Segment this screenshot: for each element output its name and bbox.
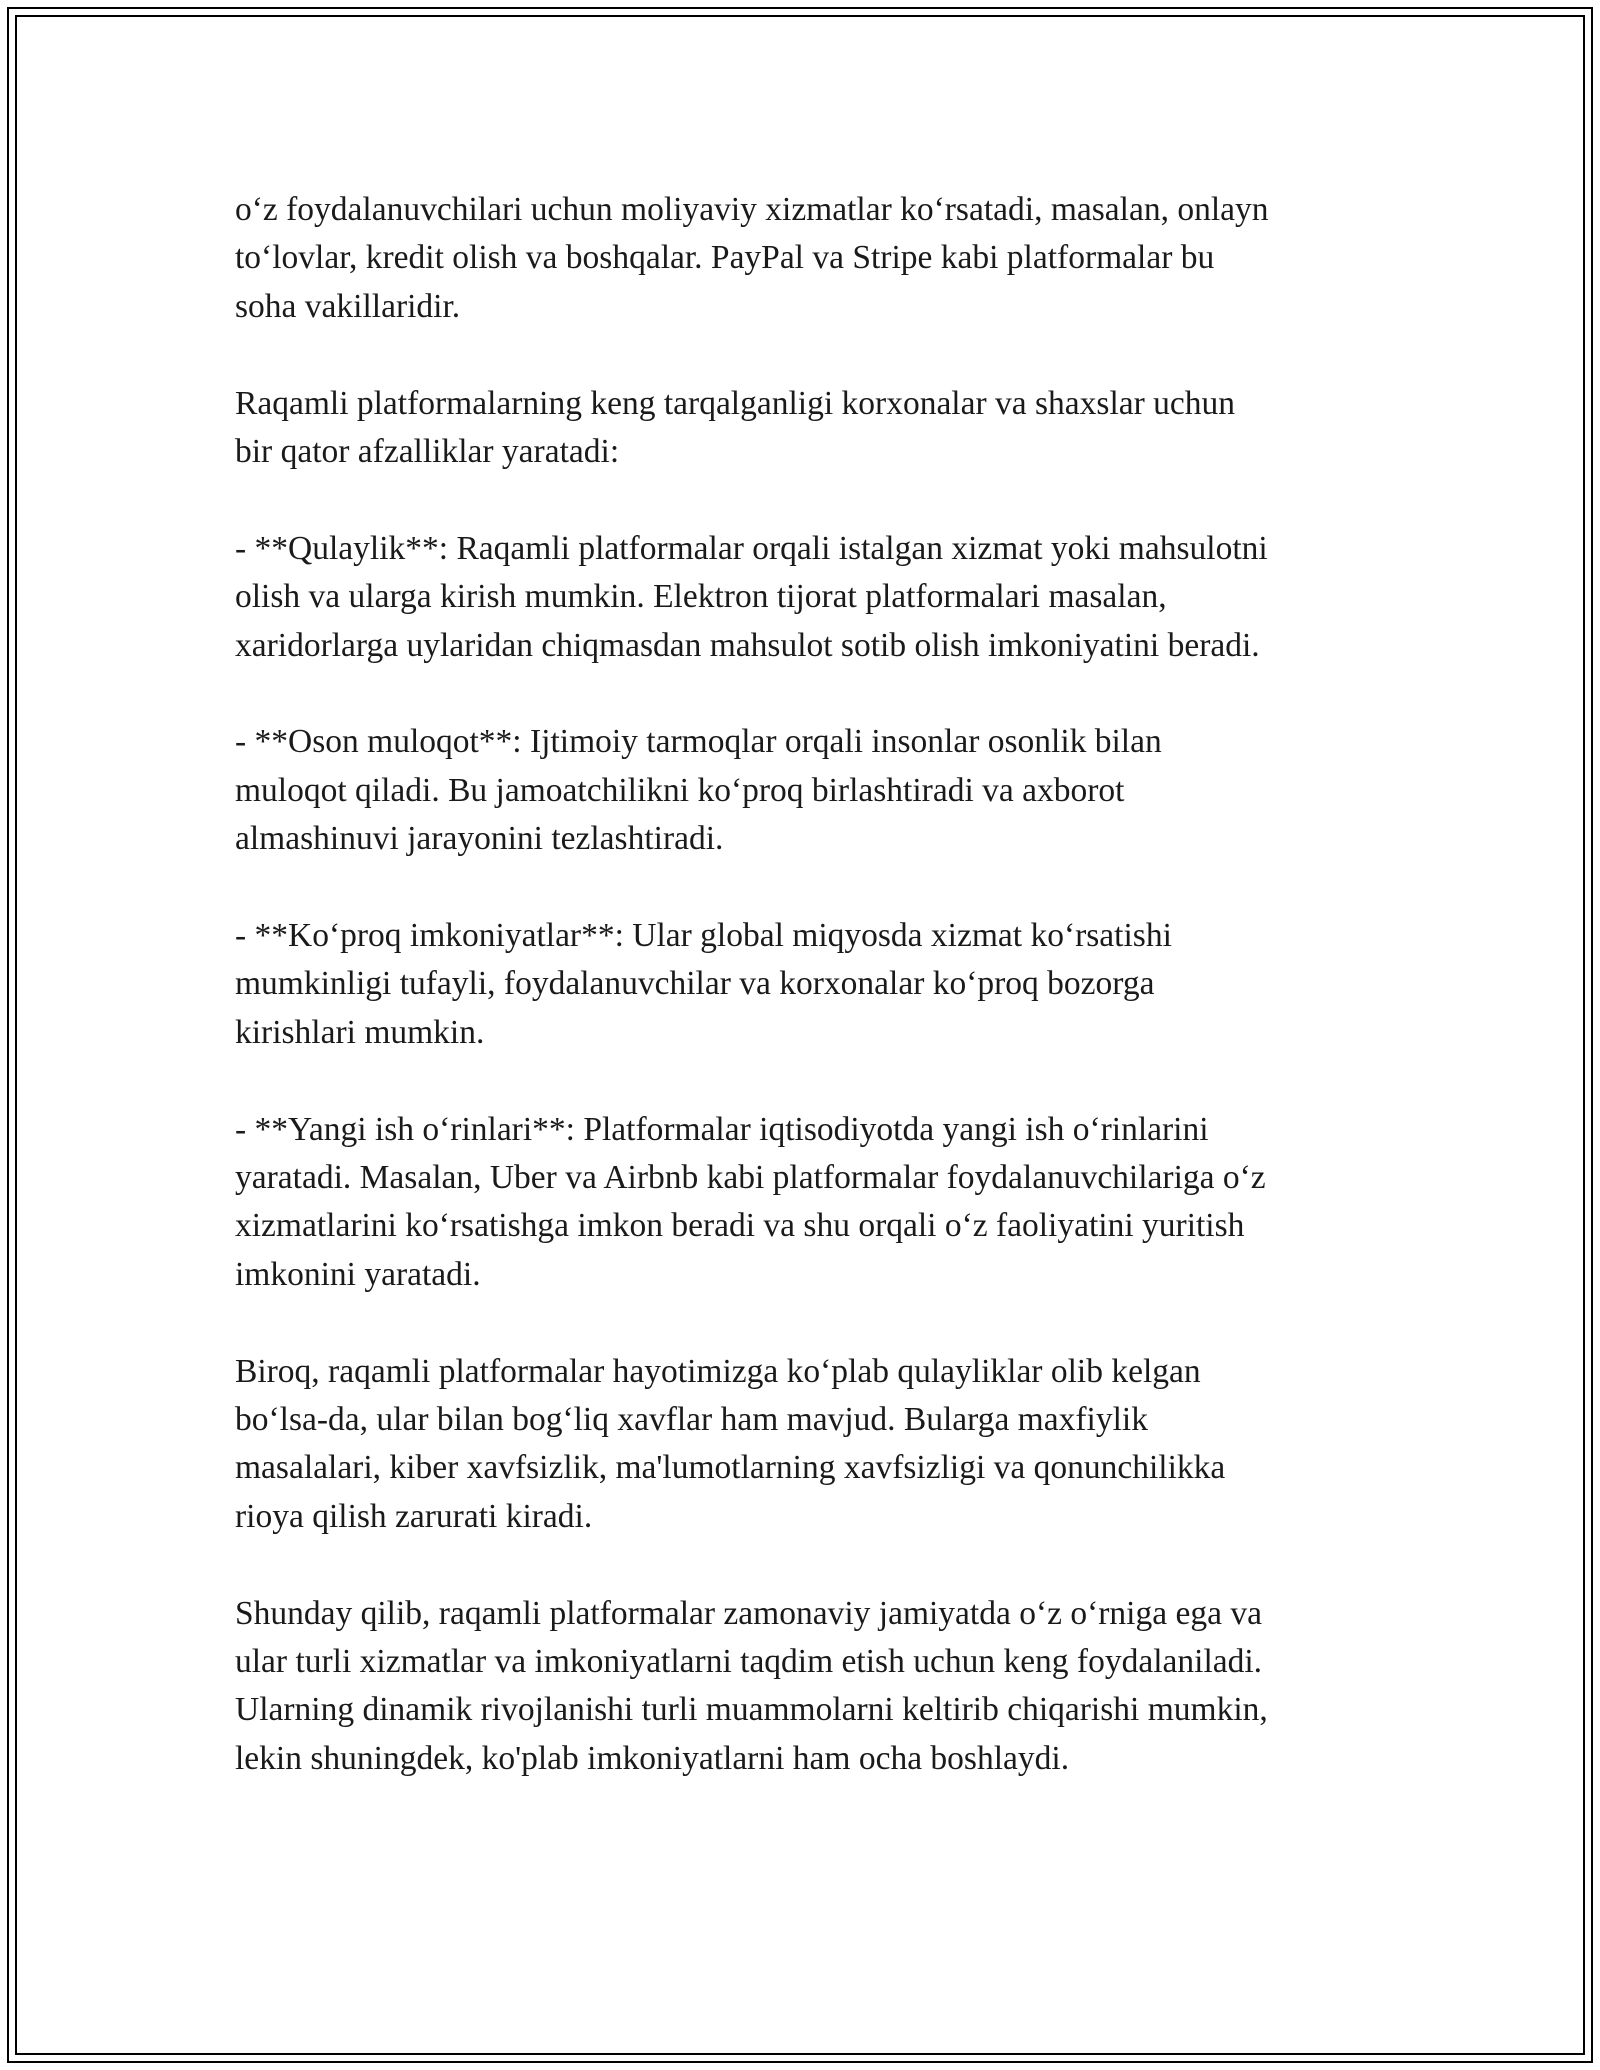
text-line: - **Qulaylik**: Raqamli platformalar orqali istalgan xizmat yoki mahsulotni: [235, 529, 1268, 567]
text-line: boʻlsa-da, ular bilan bogʻliq xavflar ham mavjud. Bularga maxfiylik: [235, 1401, 1148, 1439]
text-line: bir qator afzalliklar yaratadi:: [235, 433, 620, 471]
document-body: [235, 186, 1375, 1832]
text-line: almashinuvi jarayonini tezlashtiradi.: [235, 820, 724, 858]
text-line: olish va ularga kirish mumkin. Elektron tijorat platformalari masalan,: [235, 578, 1167, 616]
text-line: soha vakillaridir.: [235, 287, 461, 325]
text-line: mumkinligi tufayli, foydalanuvchilar va korxonalar koʻproq bozorga: [235, 965, 1155, 1003]
text-line: Raqamli platformalarning keng tarqalganligi korxonalar va shaxslar uchun: [235, 384, 1236, 422]
paragraph-fintech: [235, 186, 1375, 331]
paragraph-risks: [235, 1348, 1375, 1542]
text-line: muloqot qiladi. Bu jamoatchilikni koʻproq birlashtiradi va axborot: [235, 771, 1125, 809]
text-line: - **Yangi ish oʻrinlari**: Platformalar iqtisodiyotda yangi ish oʻrinlarini: [235, 1110, 1209, 1148]
text-line: xaridorlarga uylaridan chiqmasdan mahsulot sotib olish imkoniyatini beradi.: [235, 626, 1260, 664]
list-item-convenience: [235, 525, 1375, 670]
text-line: toʻlovlar, kredit olish va boshqalar. PayPal va Stripe kabi platformalar bu: [235, 239, 1215, 277]
text-line: Shunday qilib, raqamli platformalar zamonaviy jamiyatda oʻz oʻrniga ega va: [235, 1594, 1262, 1632]
text-line: ular turli xizmatlar va imkoniyatlarni taqdim etish uchun keng foydalaniladi.: [235, 1643, 1263, 1681]
text-line: Biroq, raqamli platformalar hayotimizga koʻplab qulayliklar olib kelgan: [235, 1352, 1201, 1390]
paragraph-conclusion: [235, 1590, 1375, 1784]
text-line: imkonini yaratadi.: [235, 1255, 481, 1293]
text-line: Ularning dinamik rivojlanishi turli muammolarni keltirib chiqarishi mumkin,: [235, 1691, 1268, 1729]
text-line: - **Koʻproq imkoniyatlar**: Ular global miqyosda xizmat koʻrsatishi: [235, 917, 1172, 955]
text-line: - **Oson muloqot**: Ijtimoiy tarmoqlar orqali insonlar osonlik bilan: [235, 723, 1162, 761]
text-line: yaratadi. Masalan, Uber va Airbnb kabi platformalar foydalanuvchilariga oʻz: [235, 1159, 1266, 1197]
text-line: kirishlari mumkin.: [235, 1013, 485, 1051]
list-item-opportunities: [235, 912, 1375, 1057]
text-line: masalalari, kiber xavfsizlik, ma'lumotlarning xavfsizligi va qonunchilikka: [235, 1449, 1226, 1487]
text-line: xizmatlarini koʻrsatishga imkon beradi va shu orqali oʻz faoliyatini yuritish: [235, 1207, 1245, 1245]
text-line: rioya qilish zarurati kiradi.: [235, 1497, 593, 1535]
list-item-communication: [235, 718, 1375, 863]
paragraph-advantages-intro: [235, 380, 1375, 477]
text-line: lekin shuningdek, ko'plab imkoniyatlarni ham ocha boshlaydi.: [235, 1739, 1070, 1777]
text-line: oʻz foydalanuvchilari uchun moliyaviy xizmatlar koʻrsatadi, masalan, onlayn: [235, 191, 1269, 228]
list-item-new-jobs: [235, 1106, 1375, 1300]
